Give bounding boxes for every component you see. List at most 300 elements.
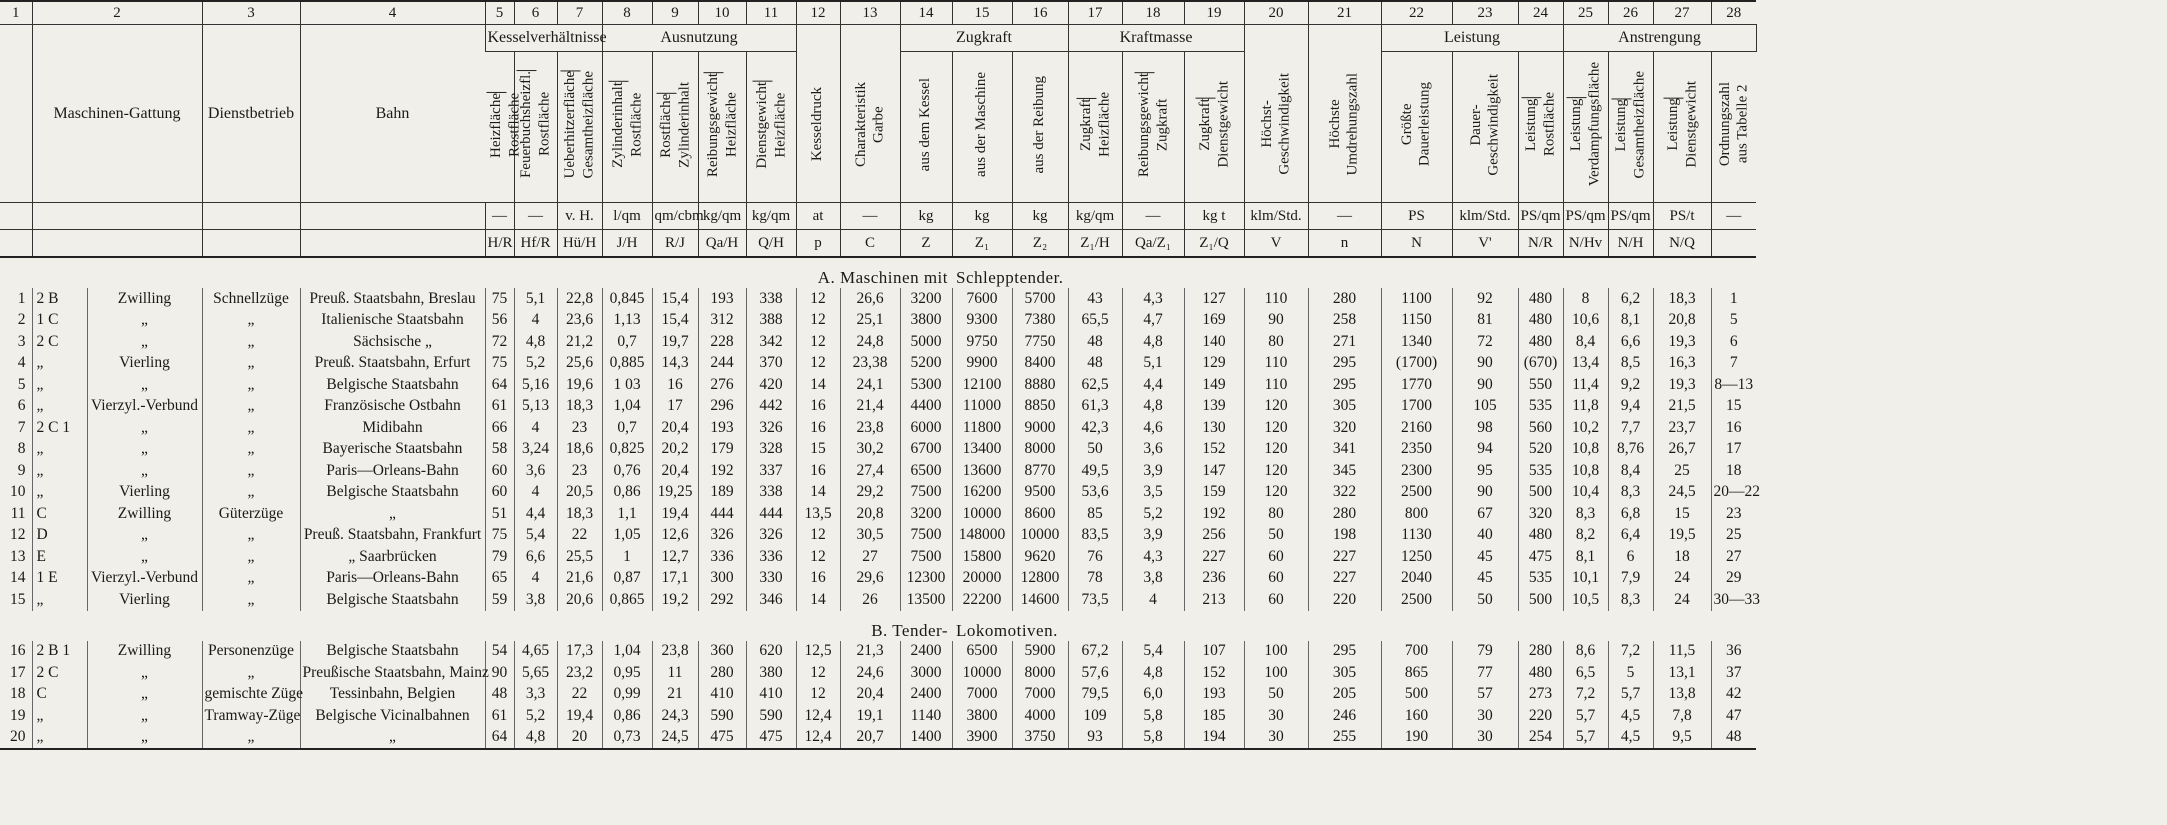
table-cell: 20 [557, 727, 602, 750]
label-heizflaeche-rostflaeche: Heizfläche Rostfläche [488, 92, 523, 158]
table-cell: 4,8 [1122, 396, 1184, 418]
label-zylinderinhalt-rostflaeche: Zylinderinhalt Rostfläche [602, 52, 652, 203]
symbol-col-20: V [1244, 230, 1308, 258]
symbol-col-4 [300, 230, 485, 258]
table-cell: 67 [1452, 503, 1518, 525]
table-cell: 8,2 [1563, 525, 1608, 547]
table-cell: 45 [1452, 546, 1518, 568]
table-cell: 48 [1711, 727, 1756, 750]
table-cell: 345 [1308, 460, 1381, 482]
table-cell: 50 [1452, 589, 1518, 611]
table-cell: 12 [796, 331, 840, 353]
table-cell: 3000 [900, 662, 952, 684]
column-number-1: 1 [0, 1, 32, 25]
table-cell: 326 [746, 525, 796, 547]
table-cell: „ [87, 417, 202, 439]
table-row [0, 439, 2167, 461]
table-cell: 12 [796, 525, 840, 547]
table-cell: 13,8 [1653, 684, 1711, 706]
symbol-col-21: n [1308, 230, 1381, 258]
table-cell: 3750 [1012, 727, 1068, 750]
table-cell: 380 [746, 662, 796, 684]
table-cell: 12,4 [796, 727, 840, 750]
table-cell: 0,87 [602, 568, 652, 590]
table-cell: 5 [1608, 662, 1653, 684]
table-row [0, 641, 2167, 663]
table-cell: 90 [1244, 310, 1308, 332]
unit-col-4 [300, 203, 485, 230]
table-row [0, 589, 2167, 611]
unit-col-17: kg/qm [1068, 203, 1122, 230]
table-cell: Preuß. Staatsbahn, Breslau [300, 288, 485, 310]
table-cell: E [32, 546, 87, 568]
table-cell: 22,8 [557, 288, 602, 310]
table-row [0, 568, 2167, 590]
table-cell: Vierling [87, 482, 202, 504]
table-cell: 75 [485, 353, 514, 375]
unit-col-11: kg/qm [746, 203, 796, 230]
table-cell: 305 [1308, 662, 1381, 684]
table-cell: 3,24 [514, 439, 557, 461]
table-cell: 20,4 [652, 417, 698, 439]
table-cell: 3,8 [514, 589, 557, 611]
table-cell: 56 [485, 310, 514, 332]
unit-col-2 [32, 203, 202, 230]
table-cell: 346 [746, 589, 796, 611]
table-cell: „ [300, 503, 485, 525]
table-cell: 305 [1308, 396, 1381, 418]
table-cell: 5,13 [514, 396, 557, 418]
table-cell: 49,5 [1068, 460, 1122, 482]
table-cell: 341 [1308, 439, 1381, 461]
table-cell: Zwilling [87, 288, 202, 310]
table-cell: 5,4 [1122, 641, 1184, 663]
table-cell: 2 C 1 [32, 417, 87, 439]
column-number-6: 6 [514, 1, 557, 25]
table-cell: „ [87, 525, 202, 547]
table-cell: „ [87, 546, 202, 568]
symbol-col-10: Qa/H [698, 230, 746, 258]
symbol-col-25: N/Hv [1563, 230, 1608, 258]
table-cell: 48 [1068, 331, 1122, 353]
group-kraftmasse: Kraftmasse [1068, 25, 1244, 52]
table-cell: 6700 [900, 439, 952, 461]
table-cell: 3900 [952, 727, 1012, 750]
table-cell: 3800 [952, 705, 1012, 727]
table-cell: 13,1 [1653, 662, 1711, 684]
table-cell: 193 [1184, 684, 1244, 706]
table-cell: 120 [1244, 439, 1308, 461]
table-cell: 23,2 [557, 662, 602, 684]
table-cell: 2040 [1381, 568, 1452, 590]
table-cell: „ [202, 310, 300, 332]
table-cell: 5300 [900, 374, 952, 396]
table-cell: „ [32, 482, 87, 504]
table-cell: 8000 [1012, 662, 1068, 684]
table-cell: 60 [1244, 546, 1308, 568]
table-cell: 2400 [900, 641, 952, 663]
table-cell: 7,2 [1563, 684, 1608, 706]
table-row [0, 331, 2167, 353]
table-cell: 500 [1381, 684, 1452, 706]
symbol-col-6: Hf/R [514, 230, 557, 258]
table-cell: 19 [10, 706, 26, 724]
table-cell: 14 [796, 482, 840, 504]
symbol-col-2 [32, 230, 202, 258]
table-cell: 148000 [952, 525, 1012, 547]
table-cell: 9 [17, 461, 26, 479]
table-cell: 8,3 [1608, 589, 1653, 611]
table-cell: C [32, 503, 87, 525]
table-cell: 7000 [952, 684, 1012, 706]
table-cell: „ [87, 662, 202, 684]
table-cell: Tessinbahn, Belgien [300, 684, 485, 706]
table-cell: 9620 [1012, 546, 1068, 568]
table-cell: 120 [1244, 396, 1308, 418]
table-cell: 480 [1518, 310, 1563, 332]
table-cell: 7 [1711, 353, 1756, 375]
unit-col-9: qm/cbm [652, 203, 698, 230]
table-cell: Vierling [87, 353, 202, 375]
table-cell: 190 [1381, 727, 1452, 750]
table-cell: 24,3 [652, 705, 698, 727]
table-cell: 12 [796, 662, 840, 684]
table-cell: 4,7 [1122, 310, 1184, 332]
table-cell: 228 [698, 331, 746, 353]
table-cell: 326 [746, 417, 796, 439]
table-cell: 480 [1518, 288, 1563, 310]
table-cell: 7,9 [1608, 568, 1653, 590]
table-cell: 160 [1381, 705, 1452, 727]
column-number-17: 17 [1068, 1, 1122, 25]
table-cell: 6 [17, 397, 26, 415]
table-cell: 3200 [900, 288, 952, 310]
label-kesseldruck: Kesseldruck [796, 52, 840, 203]
symbol-col-12: p [796, 230, 840, 258]
table-cell: 14 [796, 374, 840, 396]
table-cell: 3,9 [1122, 525, 1184, 547]
table-cell: 2500 [1381, 589, 1452, 611]
table-cell: 4,8 [1122, 331, 1184, 353]
table-cell: 192 [1184, 503, 1244, 525]
table-cell: 60 [485, 482, 514, 504]
table-cell: 189 [698, 482, 746, 504]
unit-col-8: l/qm [602, 203, 652, 230]
label-feuerbuchs-rostflaeche: Feuerbuchsheizfl. Rostfläche [514, 52, 557, 203]
unit-col-14: kg [900, 203, 952, 230]
table-cell: 0,7 [602, 417, 652, 439]
table-cell: 25,6 [557, 353, 602, 375]
table-cell: 10,1 [1563, 568, 1608, 590]
table-cell: 24,1 [840, 374, 900, 396]
label-dauergeschwindigkeit: Dauer- Geschwindigkeit [1452, 52, 1518, 203]
table-cell: 292 [698, 589, 746, 611]
table-cell: 520 [1518, 439, 1563, 461]
table-cell: 11 [10, 504, 26, 522]
column-number-24: 24 [1518, 1, 1563, 25]
table-cell: 60 [1244, 589, 1308, 611]
table-cell: 11,5 [1653, 641, 1711, 663]
symbol-col-22: N [1381, 230, 1452, 258]
unit-col-1 [0, 203, 32, 230]
table-cell: 6,0 [1122, 684, 1184, 706]
table-cell: 12800 [1012, 568, 1068, 590]
table-cell: 23,8 [652, 641, 698, 663]
table-cell: 1 [602, 546, 652, 568]
table-cell: 120 [1244, 417, 1308, 439]
table-cell: 12300 [900, 568, 952, 590]
table-cell: 11 [652, 662, 698, 684]
table-cell: Vierzyl.-Verbund [87, 568, 202, 590]
table-cell: 535 [1518, 460, 1563, 482]
table-cell: „ Saarbrücken [300, 546, 485, 568]
table-cell: 1100 [1381, 288, 1452, 310]
table-cell: 61,3 [1068, 396, 1122, 418]
table-cell: 198 [1308, 525, 1381, 547]
table-cell: 27,4 [840, 460, 900, 482]
table-cell: 475 [1518, 546, 1563, 568]
table-cell: 95 [1452, 460, 1518, 482]
table-cell: 169 [1184, 310, 1244, 332]
table-cell: 3800 [900, 310, 952, 332]
table-cell: 1,04 [602, 641, 652, 663]
symbol-col-19: Z₁/Q [1184, 230, 1244, 258]
column-number-9: 9 [652, 1, 698, 25]
table-cell: Belgische Staatsbahn [300, 641, 485, 663]
table-cell: 43 [1068, 288, 1122, 310]
table-cell: 59 [485, 589, 514, 611]
table-cell: „ [32, 353, 87, 375]
table-cell: 1700 [1381, 396, 1452, 418]
table-cell: 15,4 [652, 310, 698, 332]
table-cell: 2350 [1381, 439, 1452, 461]
table-cell: 5,7 [1563, 727, 1608, 750]
table-cell: D [32, 525, 87, 547]
table-cell: 18 [1653, 546, 1711, 568]
table-cell: 620 [746, 641, 796, 663]
table-cell: 8770 [1012, 460, 1068, 482]
table-cell: 13,5 [796, 503, 840, 525]
table-cell: 4,6 [1122, 417, 1184, 439]
unit-col-19: kg t [1184, 203, 1244, 230]
label-zugkraft-dienstgewicht: Zugkraft Dienstgewicht [1184, 52, 1244, 203]
table-row [0, 460, 2167, 482]
label-ordnungszahl: Ordnungszahl aus Tabelle 2 [1711, 52, 1756, 203]
table-cell: 80 [1244, 331, 1308, 353]
group-spacer-12 [796, 25, 840, 52]
table-cell: 420 [746, 374, 796, 396]
table-cell: „ [32, 460, 87, 482]
table-cell: 16200 [952, 482, 1012, 504]
column-number-27: 27 [1653, 1, 1711, 25]
table-cell: 2 C [32, 662, 87, 684]
table-row [0, 684, 2167, 706]
table-cell: 8600 [1012, 503, 1068, 525]
table-cell: 1 [17, 289, 26, 307]
table-cell: 8880 [1012, 374, 1068, 396]
table-cell: 5,7 [1608, 684, 1653, 706]
table-cell: 342 [746, 331, 796, 353]
table-cell: „ [202, 727, 300, 750]
table-cell: 20000 [952, 568, 1012, 590]
table-cell: 13400 [952, 439, 1012, 461]
table-cell: 213 [1184, 589, 1244, 611]
table-cell: 48 [1068, 353, 1122, 375]
table-cell: 6,4 [1608, 525, 1653, 547]
table-cell: 20,8 [840, 503, 900, 525]
table-cell: 1 E [32, 568, 87, 590]
table-cell: 7,7 [1608, 417, 1653, 439]
column-number-26: 26 [1608, 1, 1653, 25]
table-cell: 320 [1518, 503, 1563, 525]
table-cell: 6500 [900, 460, 952, 482]
table-cell: 18 [10, 685, 26, 703]
table-cell: „ [87, 684, 202, 706]
table-cell: 8000 [1012, 439, 1068, 461]
table-cell: 258 [1308, 310, 1381, 332]
unit-col-23: klm/Std. [1452, 203, 1518, 230]
table-cell: 72 [485, 331, 514, 353]
table-cell: 4 [17, 354, 26, 372]
unit-col-3 [202, 203, 300, 230]
table-cell: 296 [698, 396, 746, 418]
table-cell: 280 [698, 662, 746, 684]
table-cell: 19,4 [652, 503, 698, 525]
group-spacer-20 [1244, 25, 1308, 52]
column-number-11: 11 [746, 1, 796, 25]
table-cell: Personenzüge [202, 641, 300, 663]
table-cell: 1770 [1381, 374, 1452, 396]
table-cell: 19,7 [652, 331, 698, 353]
table-cell: 7,8 [1653, 705, 1711, 727]
table-cell: 4,4 [514, 503, 557, 525]
table-cell: 8,5 [1608, 353, 1653, 375]
table-cell: 13,4 [1563, 353, 1608, 375]
table-cell: 590 [698, 705, 746, 727]
table-cell: 280 [1308, 503, 1381, 525]
table-cell: 27 [840, 546, 900, 568]
header-dienstbetrieb: Dienstbetrieb [202, 25, 300, 203]
table-cell: „ [300, 727, 485, 750]
table-cell: 2 [17, 311, 26, 329]
header-maschinen-gattung: Maschinen-Gattung [32, 25, 202, 203]
table-cell: „ [32, 396, 87, 418]
table-cell: 4,5 [1608, 705, 1653, 727]
table-cell: 11,8 [1563, 396, 1608, 418]
table-cell: „ [32, 439, 87, 461]
unit-col-6: — [514, 203, 557, 230]
table-cell: 4,8 [514, 727, 557, 750]
table-cell: 61 [485, 705, 514, 727]
table-cell: 14,3 [652, 353, 698, 375]
table-cell: 442 [746, 396, 796, 418]
table-cell: 19,5 [1653, 525, 1711, 547]
table-cell: 15 [10, 590, 26, 608]
table-cell: 94 [1452, 439, 1518, 461]
section-b-heading [0, 611, 2167, 641]
symbol-col-1 [0, 230, 32, 258]
table-cell: 9,5 [1653, 727, 1711, 750]
table-cell: 9750 [952, 331, 1012, 353]
group-header-row [0, 25, 2167, 52]
table-cell: 75 [485, 525, 514, 547]
table-cell: 16 [1711, 417, 1756, 439]
table-cell: 27 [1711, 546, 1756, 568]
table-cell: 2300 [1381, 460, 1452, 482]
table-cell: 10,5 [1563, 589, 1608, 611]
table-row [0, 727, 2167, 750]
table-cell: 9000 [1012, 417, 1068, 439]
table-cell: 129 [1184, 353, 1244, 375]
table-cell: 8,3 [1563, 503, 1608, 525]
table-cell: 5000 [900, 331, 952, 353]
table-cell: 65 [485, 568, 514, 590]
table-cell: 4 [514, 482, 557, 504]
table-cell: 73,5 [1068, 589, 1122, 611]
table-cell: 5,2 [514, 353, 557, 375]
unit-col-21: — [1308, 203, 1381, 230]
table-cell: 6500 [952, 641, 1012, 663]
table-cell: 152 [1184, 662, 1244, 684]
table-cell: 127 [1184, 288, 1244, 310]
column-number-8: 8 [602, 1, 652, 25]
table-cell: 65,5 [1068, 310, 1122, 332]
table-cell: „ [202, 417, 300, 439]
table-cell: 12 [796, 288, 840, 310]
table-cell: 15 [1711, 396, 1756, 418]
table-cell: 75 [485, 288, 514, 310]
table-cell: 4,4 [1122, 374, 1184, 396]
table-cell: gemischte Züge [202, 684, 300, 706]
unit-row [0, 203, 2167, 230]
table-cell: 220 [1308, 589, 1381, 611]
table-cell: 100 [1244, 641, 1308, 663]
table-cell: 76 [1068, 546, 1122, 568]
table-cell: 79,5 [1068, 684, 1122, 706]
table-cell: 15 [796, 439, 840, 461]
table-cell: 475 [698, 727, 746, 750]
table-cell: Zwilling [87, 641, 202, 663]
symbol-col-7: Hü/H [557, 230, 602, 258]
table-cell: 700 [1381, 641, 1452, 663]
table-cell: 5700 [1012, 288, 1068, 310]
table-cell: 30 [1244, 727, 1308, 750]
table-row [0, 374, 2167, 396]
table-cell: 5,1 [514, 288, 557, 310]
table-cell: 295 [1308, 353, 1381, 375]
table-cell: 194 [1184, 727, 1244, 750]
label-hoechste-umdrehungszahl: Höchste Umdrehungszahl [1308, 52, 1381, 203]
table-cell: 6,6 [1608, 331, 1653, 353]
table-cell: 5,2 [1122, 503, 1184, 525]
table-cell: 77 [1452, 662, 1518, 684]
table-cell: 5,1 [1122, 353, 1184, 375]
table-cell: „ [87, 460, 202, 482]
table-cell: 26,7 [1653, 439, 1711, 461]
table-cell: 7380 [1012, 310, 1068, 332]
column-number-16: 16 [1012, 1, 1068, 25]
table-cell: 15,4 [652, 288, 698, 310]
table-cell: 276 [698, 374, 746, 396]
table-cell: 0,845 [602, 288, 652, 310]
table-cell: 4000 [1012, 705, 1068, 727]
table-cell: 0,7 [602, 331, 652, 353]
table-row [0, 353, 2167, 375]
table-cell: 20,7 [840, 727, 900, 750]
table-cell: 9500 [1012, 482, 1068, 504]
table-cell: 14 [796, 589, 840, 611]
table-row [0, 705, 2167, 727]
